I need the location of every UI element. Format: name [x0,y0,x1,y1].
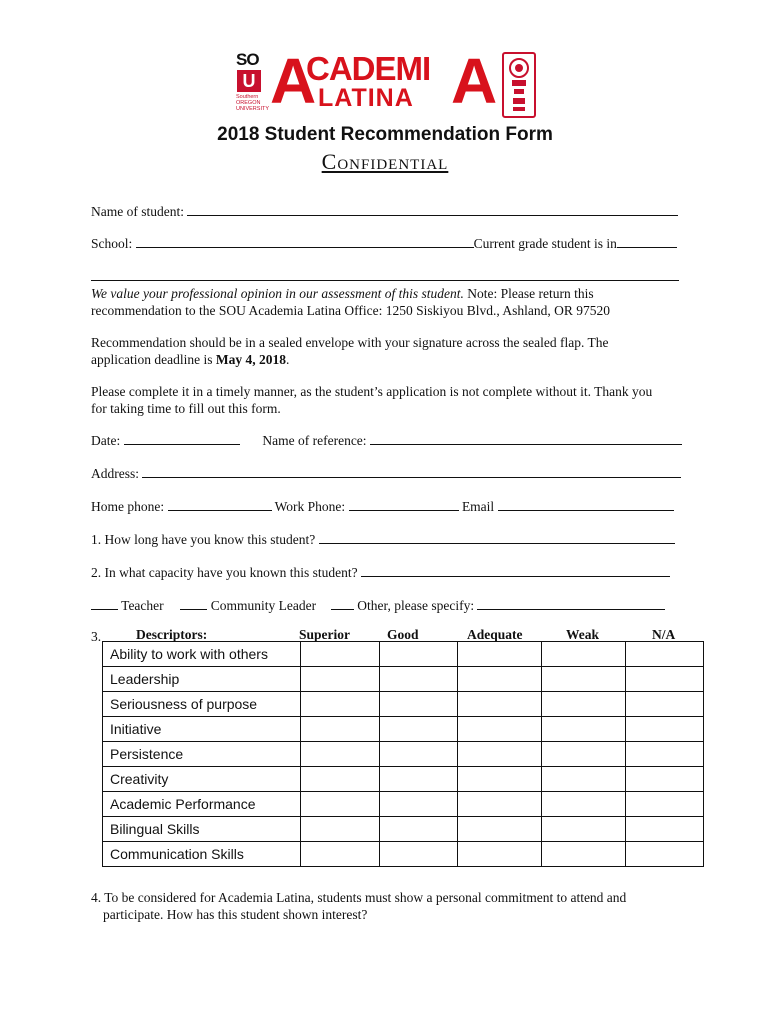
rating-cell-good[interactable] [380,692,458,717]
current-grade-field[interactable] [617,235,677,248]
school-field[interactable] [136,235,474,248]
intro-note: Note: Please return this [463,286,594,301]
rating-cell-adequate[interactable] [457,842,541,867]
table-row [103,817,704,842]
rating-cell-good[interactable] [380,742,458,767]
confidential-heading [0,149,770,175]
descriptors-table [102,641,704,867]
rating-cell-adequate[interactable] [457,667,541,692]
rating-cell-weak[interactable] [541,842,626,867]
header-na: N/A [652,627,676,642]
rating-cell-good[interactable] [380,817,458,842]
header-weak: Weak [566,627,600,642]
table-row [103,767,704,792]
header-superior: Superior [299,627,351,642]
question-3-number: 3. [91,629,102,644]
rating-cell-na[interactable] [626,842,704,867]
address-row [91,465,681,482]
header-adequate: Adequate [467,627,523,642]
rating-cell-adequate[interactable] [457,817,541,842]
rating-cell-superior[interactable] [301,717,380,742]
rating-cell-adequate[interactable] [457,767,541,792]
logo-cademi: CADEMI [306,50,431,87]
rating-cell-weak[interactable] [541,767,626,792]
descriptor-label: Leadership [103,667,301,692]
rating-cell-na[interactable] [626,692,704,717]
phone-row [91,498,674,515]
intro-paragraph [91,285,610,319]
rating-cell-na[interactable] [626,667,704,692]
timely-line2: for taking time to fill out this form. [91,401,281,416]
question-1-label: 1. How long have you know this student? [91,532,316,547]
descriptor-label: Creativity [103,767,301,792]
capacity-options-row [91,597,665,614]
rating-cell-superior[interactable] [301,692,380,717]
other-specify-field[interactable] [477,597,665,610]
rating-cell-weak[interactable] [541,667,626,692]
seal-icon [502,52,536,118]
name-of-reference-label: Name of reference: [262,433,367,448]
name-of-student-field[interactable] [187,203,678,216]
table-row [103,692,704,717]
school-row [91,235,677,252]
intro-line2: recommendation to the SOU Academia Latina Office: 1250 Siskiyou Blvd., Ashland, OR 97520 [91,303,611,318]
table-row [103,792,704,817]
other-checkbox[interactable] [331,597,354,610]
rating-cell-superior[interactable] [301,642,380,667]
rating-cell-adequate[interactable] [457,717,541,742]
rating-cell-weak[interactable] [541,742,626,767]
sou-logo-u: U [237,70,261,92]
question-2-row [91,564,670,581]
confidential-text: Confidential [321,149,449,174]
rating-cell-weak[interactable] [541,692,626,717]
question-4-line2: participate. How has this student shown interest? [103,907,368,922]
sealed-line2-pre: application deadline is [91,352,216,367]
rating-cell-na[interactable] [626,717,704,742]
rating-cell-adequate[interactable] [457,792,541,817]
school-label: School: [91,236,133,251]
rating-cell-na[interactable] [626,742,704,767]
date-field[interactable] [124,432,240,445]
sealed-line1: Recommendation should be in a sealed envelope with your signature across the sealed flap. The [91,335,609,350]
question-4 [91,889,626,923]
email-label: Email [461,499,495,514]
date-label: Date: [91,433,121,448]
other-label: Other, please specify: [357,598,475,613]
rating-cell-weak[interactable] [541,717,626,742]
email-field[interactable] [498,498,674,511]
table-row [103,742,704,767]
form-title: 2018 Student Recommendation Form [217,124,553,145]
rating-cell-superior[interactable] [301,742,380,767]
descriptor-label: Persistence [103,742,301,767]
question-2-label: 2. In what capacity have you known this student? [91,565,358,580]
rating-cell-superior[interactable] [301,817,380,842]
name-of-reference-field[interactable] [370,432,682,445]
descriptor-label: Seriousness of purpose [103,692,301,717]
teacher-checkbox[interactable] [91,597,118,610]
descriptor-label: Bilingual Skills [103,817,301,842]
header-descriptors: Descriptors: [136,627,208,642]
timely-line1: Please complete it in a timely manner, as the student’s application is not complete without it. Thank you [91,384,653,399]
question-4-line1: 4. To be considered for Academia Latina, students must show a personal commitment to attend and [91,890,627,905]
current-grade-label: Current grade student is in [473,236,617,251]
sou-logo-subtitle: Southern OREGON UNIVERSITY [236,94,270,112]
descriptor-label: Initiative [103,717,301,742]
table-row [103,642,704,667]
descriptor-label: Ability to work with others [103,642,301,667]
address-field[interactable] [142,465,681,478]
rating-cell-good[interactable] [380,642,458,667]
rating-cell-na[interactable] [626,817,704,842]
deadline: May 4, 2018 [215,352,286,367]
community-leader-label: Community Leader [210,598,317,613]
question-2-field[interactable] [361,564,670,577]
teacher-label: Teacher [121,598,164,613]
sealed-line2-post: . [285,352,290,367]
rating-cell-superior[interactable] [301,792,380,817]
table-row [103,717,704,742]
rating-cell-superior[interactable] [301,667,380,692]
rating-cell-good[interactable] [380,792,458,817]
rating-cell-adequate[interactable] [457,692,541,717]
sou-logo-so: SO [236,50,259,69]
timely-paragraph [91,383,652,417]
table-row [103,842,704,867]
rating-cell-weak[interactable] [541,817,626,842]
separator-line [91,280,679,281]
logo-letter-a-left: A [270,45,315,117]
rating-cell-good[interactable] [380,842,458,867]
rating-cell-adequate[interactable] [457,742,541,767]
date-reference-row [91,432,682,449]
rating-cell-weak[interactable] [541,792,626,817]
academia-latina-logo [236,45,536,118]
rating-cell-na[interactable] [626,792,704,817]
intro-italic: We value your professional opinion in our assessment of this student. [91,286,464,301]
rating-cell-adequate[interactable] [457,642,541,667]
sealed-paragraph [91,334,608,368]
table-row [103,667,704,692]
work-phone-field[interactable] [349,498,459,511]
question-1-row [91,531,675,548]
home-phone-field[interactable] [168,498,272,511]
name-of-student-row [91,203,678,220]
logo-latina: LATINA [318,84,414,112]
question-1-field[interactable] [319,531,675,544]
community-leader-checkbox[interactable] [180,597,207,610]
work-phone-label: Work Phone: [274,499,346,514]
rating-cell-na[interactable] [626,767,704,792]
rating-cell-weak[interactable] [541,642,626,667]
logo-letter-a-right: A [451,45,496,117]
descriptor-label: Academic Performance [103,792,301,817]
name-of-student-label: Name of student: [91,204,184,219]
rating-cell-na[interactable] [626,642,704,667]
rating-cell-good[interactable] [380,767,458,792]
descriptor-label: Communication Skills [103,842,301,867]
rating-cell-superior[interactable] [301,842,380,867]
rating-cell-good[interactable] [380,667,458,692]
header-good: Good [387,627,419,642]
rating-cell-superior[interactable] [301,767,380,792]
rating-cell-good[interactable] [380,717,458,742]
address-label: Address: [91,466,139,481]
home-phone-label: Home phone: [91,499,165,514]
